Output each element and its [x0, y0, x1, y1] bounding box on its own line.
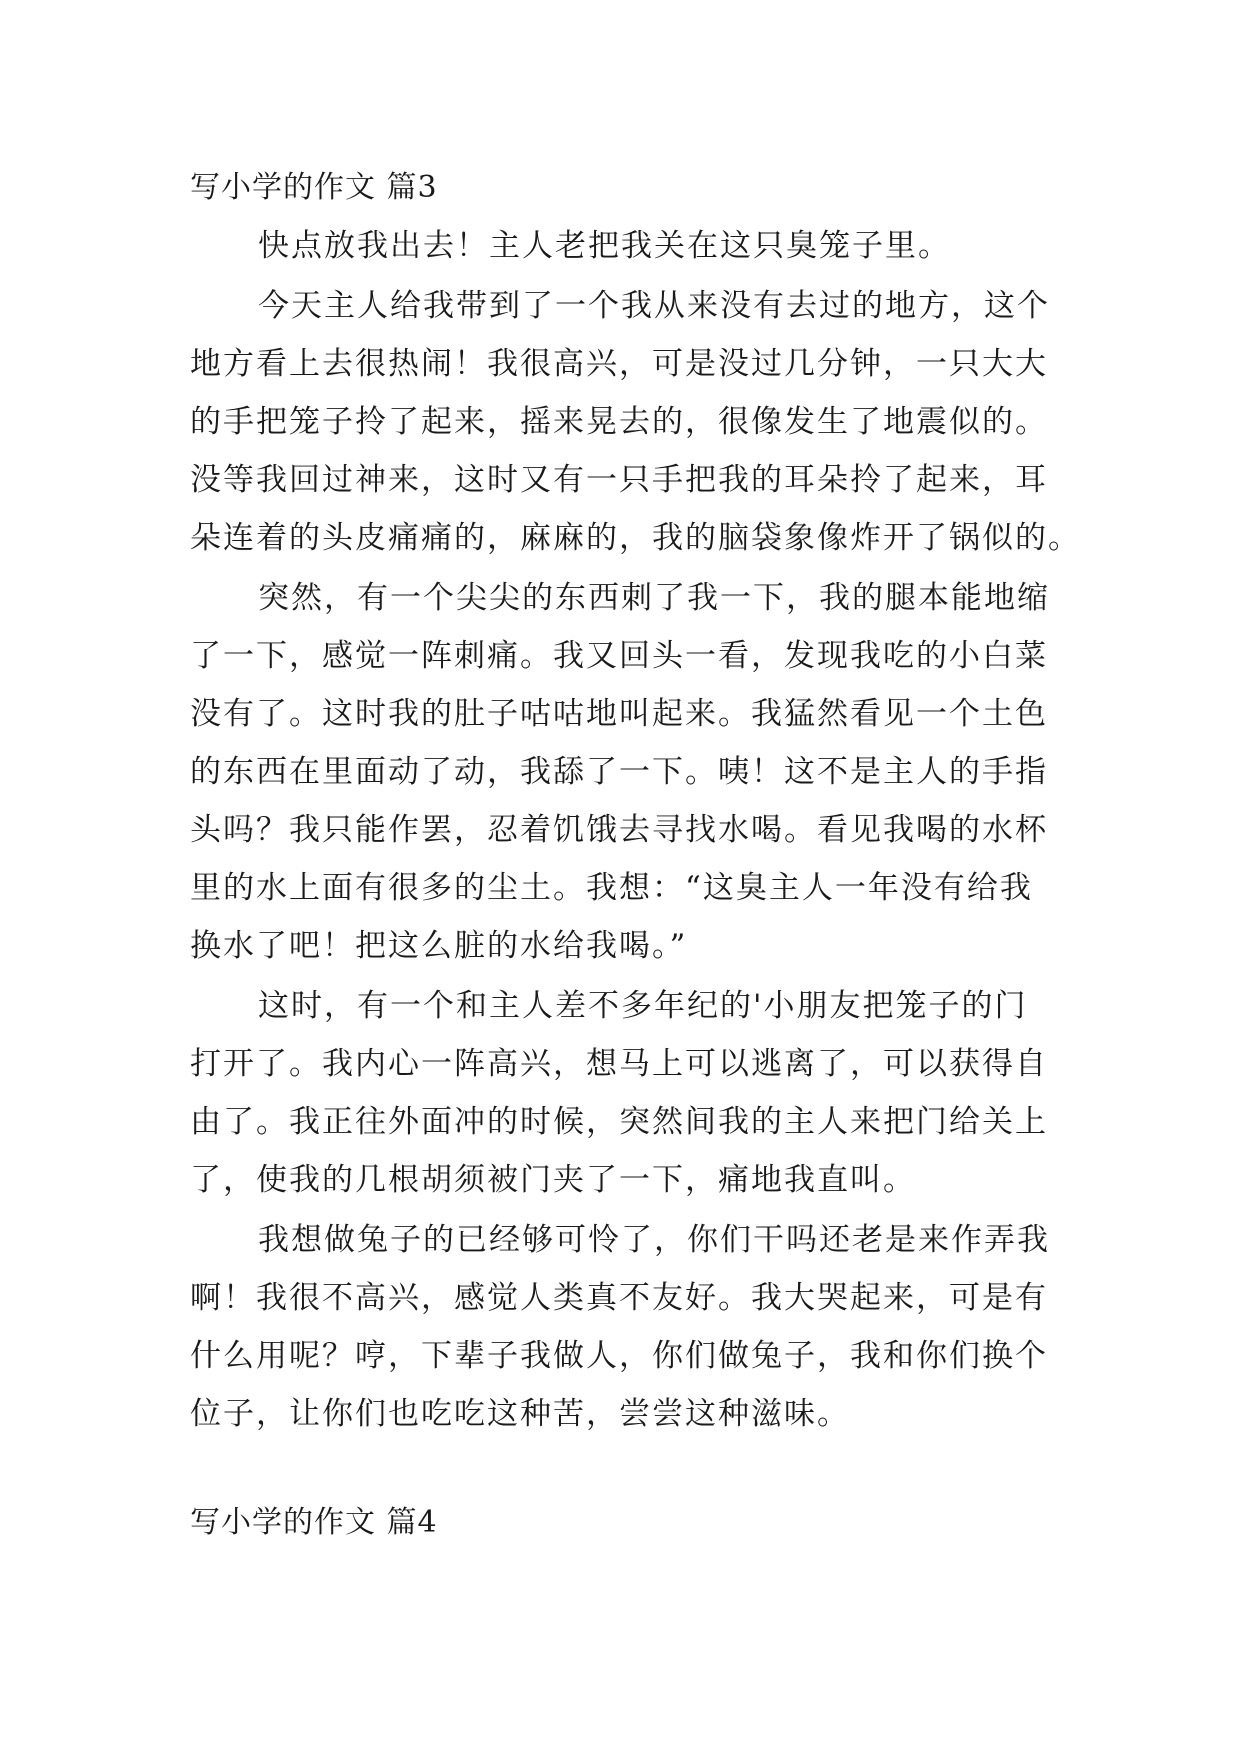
paragraph-line: 的手把笼子拎了起来，摇来晃去的，很像发生了地震似的。: [190, 404, 1048, 440]
paragraph-line: 了，使我的几根胡须被门夹了一下，痛地我直叫。: [190, 1162, 916, 1198]
paragraph-line: 没有了。这时我的肚子咕咕地叫起来。我猛然看见一个土色: [190, 696, 1048, 732]
paragraph-line: 换水了吧！把这么脏的水给我喝。”: [190, 928, 688, 964]
paragraph-line: 朵连着的头皮痛痛的，麻麻的，我的脑袋象像炸开了锅似的。: [190, 520, 1081, 556]
paragraph-line: 了一下，感觉一阵刺痛。我又回头一看，发现我吃的小白菜: [190, 638, 1048, 674]
section-4-heading: 写小学的作文 篇4: [190, 1505, 438, 1540]
paragraph-line: 什么用呢？哼，下辈子我做人，你们做兔子，我和你们换个: [190, 1338, 1048, 1374]
paragraph-line: 没等我回过神来，这时又有一只手把我的耳朵拎了起来，耳: [190, 462, 1048, 498]
paragraph-line: 今天主人给我带到了一个我从来没有去过的地方，这个: [258, 288, 1050, 324]
paragraph-line: 这时，有一个和主人差不多年纪的'小朋友把笼子的门: [258, 988, 1028, 1024]
paragraph-line: 由了。我正往外面冲的时候，突然间我的主人来把门给关上: [190, 1104, 1048, 1140]
paragraph-line: 快点放我出去！主人老把我关在这只臭笼子里。: [258, 228, 951, 264]
paragraph-line: 地方看上去很热闹！我很高兴，可是没过几分钟，一只大大: [190, 346, 1048, 382]
paragraph-line: 的东西在里面动了动，我舔了一下。咦！这不是主人的手指: [190, 754, 1048, 790]
paragraph-line: 啊！我很不高兴，感觉人类真不友好。我大哭起来，可是有: [190, 1280, 1048, 1316]
paragraph-line: 头吗？我只能作罢，忍着饥饿去寻找水喝。看见我喝的水杯: [190, 812, 1048, 848]
paragraph-line: 突然，有一个尖尖的东西刺了我一下，我的腿本能地缩: [258, 580, 1050, 616]
paragraph-line: 我想做兔子的已经够可怜了，你们干吗还老是来作弄我: [258, 1222, 1050, 1258]
paragraph-line: 位子，让你们也吃吃这种苦，尝尝这种滋味。: [190, 1396, 850, 1432]
paragraph-line: 里的水上面有很多的尘土。我想：“这臭主人一年没有给我: [190, 870, 1033, 906]
section-3-heading: 写小学的作文 篇3: [190, 170, 438, 205]
paragraph-line: 打开了。我内心一阵高兴，想马上可以逃离了，可以获得自: [190, 1046, 1048, 1082]
